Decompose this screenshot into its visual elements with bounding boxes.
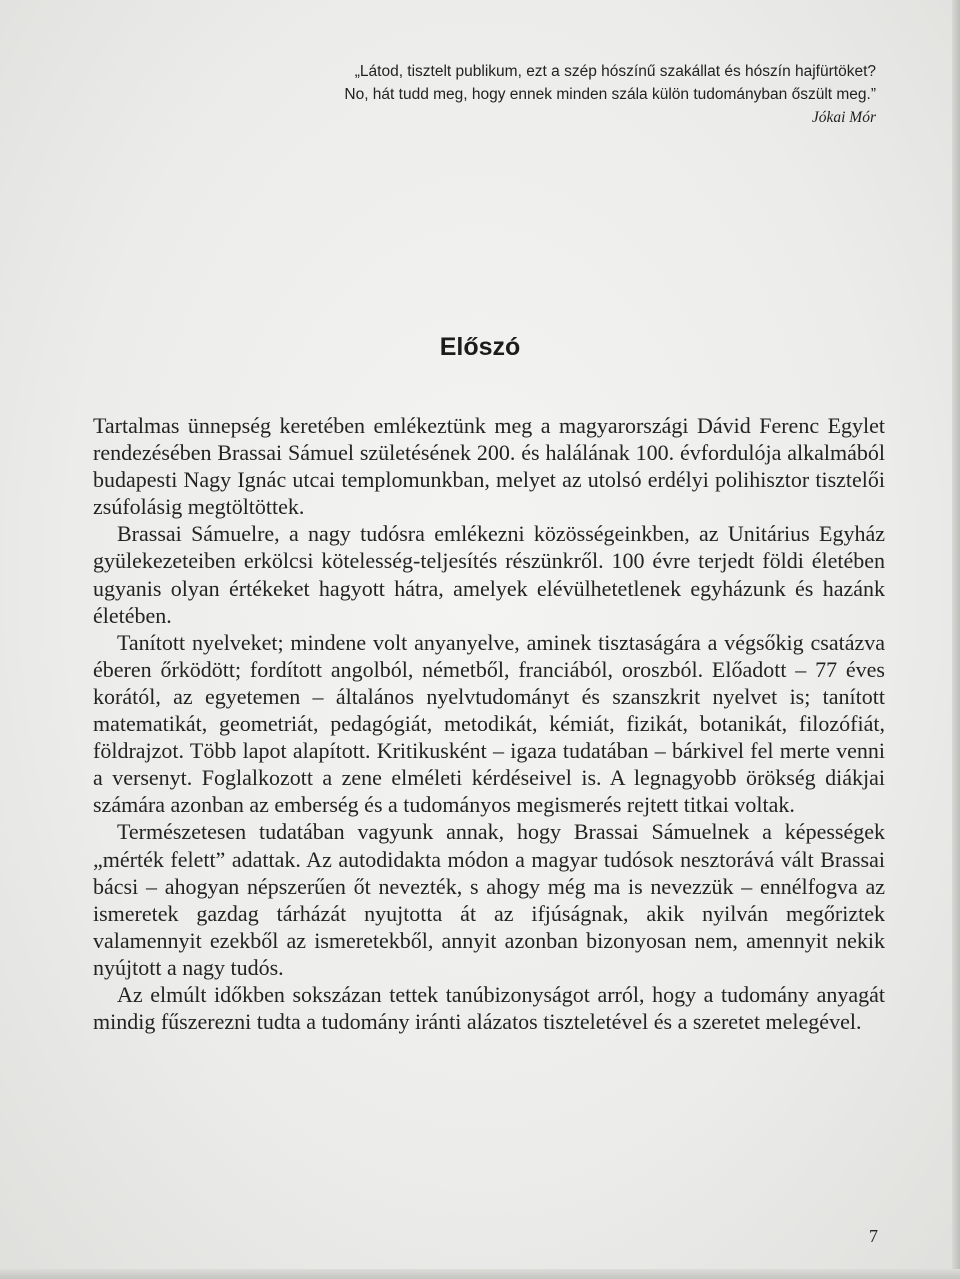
page-edge-bottom bbox=[0, 1269, 960, 1279]
paragraph-2: Brassai Sámuelre, a nagy tudósra emlékezni közösségeinkben, az Unitárius Egyház gyülekezeteiben erkölcsi kötelesség-teljesítés részünkről. 100 évre terjedt földi életében ugyanis olyan értékeket hagyott hátra, amelyek elévülhetetlenek egyházunk és hazánk életében. bbox=[93, 521, 885, 628]
body-text bbox=[93, 412, 885, 1035]
page-edge-right bbox=[952, 0, 960, 1279]
page-number: 7 bbox=[869, 1226, 878, 1246]
paragraph-5: Az elmúlt időkben sokszázan tettek tanúbizonyságot arról, hogy a tudomány anyagát mindig fűszerezni tudta a tudomány iránti alázatos tiszteletével és a szeretet melegével. bbox=[93, 981, 885, 1035]
motto bbox=[150, 60, 876, 129]
chapter-title: Előszó bbox=[439, 333, 521, 361]
paragraph-1: Tartalmas ünnepség keretében emlékeztünk meg a magyarországi Dávid Ferenc Egylet rendezésében Brassai Sámuel születésének 200. és halálának 100. évfordulója alkalmából budapesti Nagy Ignác utcai templomunkban, melyet az utolsó erdélyi polihisztor tisztelői zsúfolásig megtöltöttek. bbox=[93, 413, 885, 520]
paragraph-3: Tanított nyelveket; mindene volt anyanyelve, aminek tisztaságára a végsőkig csatázva éberen őrködött; fordított angolból, németből, franciából, oroszból. Előadott – 77 éves korától, az egyetemen – általános nyelvtudományt és szanszkrit nyelvet is; tanított matematikát, geometriát, pedagógiát, metodikát, kémiát, fizikát, botanikát, filozófiát, földrajzot. Több lapot alapított. Kritikusként – igaza tudatában – bárkivel fel merte venni a versenyt. Foglalkozott a zene elméleti kérdéseivel is. A legnagyobb örökség diákjai számára azonban az emberség és a tudományos megismerés rejtett titkai voltak. bbox=[93, 629, 885, 818]
motto-line-2: No, hát tudd meg, hogy ennek minden szála külön tudományban őszült meg.” bbox=[344, 86, 876, 103]
motto-attribution: Jókai Mór bbox=[811, 109, 876, 126]
motto-line-1: „Látod, tisztelt publikum, ezt a szép hószínű szakállat és hószín hajfürtöket? bbox=[354, 63, 876, 80]
paragraph-4: Természetesen tudatában vagyunk annak, hogy Brassai Sámuelnek a képességek „mérték felett” adattak. Az autodidakta módon a magyar tudósok nesztorává vált Brassai bácsi – ahogyan népszerűen őt nevezték, s ahogy még ma is nevezzük – ennélfogva az ismeretek gazdag tárházát nyujtotta át az ifjúságnak, akik nyilván megőriztek valamennyit ezekből az ismeretekből, annyit azonban bizonyosan nem, amennyit nekik nyújtott a nagy tudós. bbox=[93, 819, 885, 980]
